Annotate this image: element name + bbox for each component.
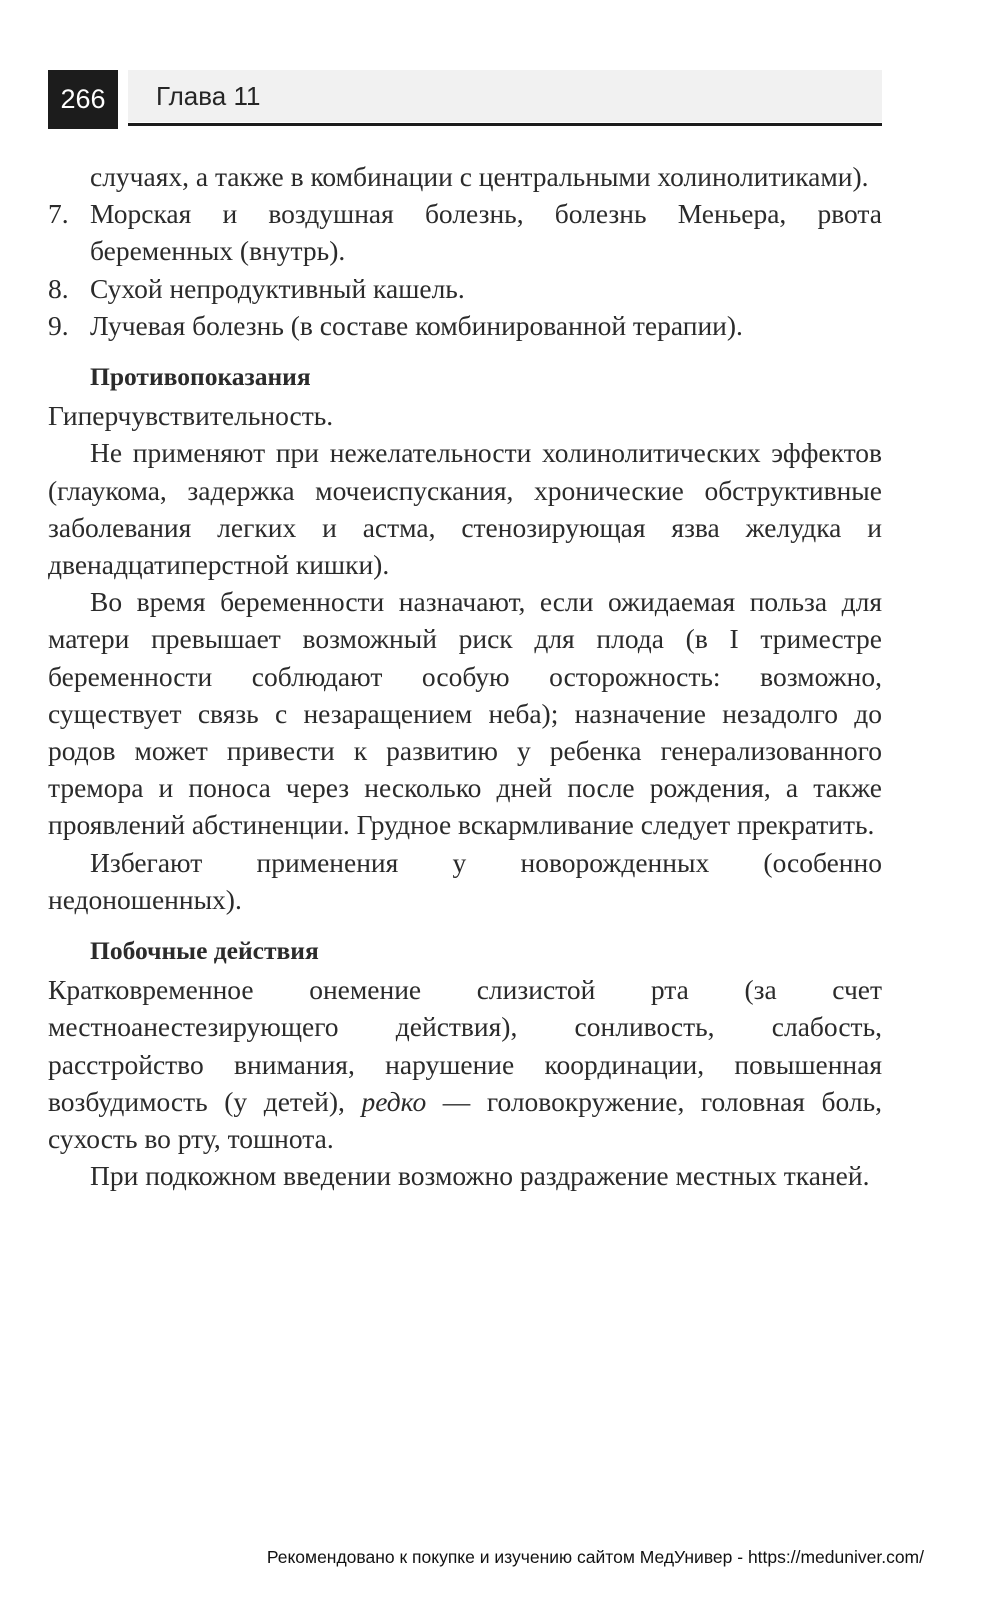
contraindications-paragraph: Гиперчувствительность. (48, 400, 334, 432)
list-text: Морская и воздушная болезнь, болезнь Меньера, рвота беременных (внутрь). (90, 198, 882, 267)
list-text: Лучевая болезнь (в составе комбинированной терапии). (90, 309, 743, 341)
contraindications-heading: Противопоказания (90, 362, 311, 392)
list-item (48, 270, 882, 307)
side-effects-italic: редко (361, 1085, 427, 1117)
chapter-title: Глава 11 (156, 81, 261, 111)
footer-recommendation: Рекомендовано к покупке и изучению сайтом МедУнивер - https://meduniver.com/ (266, 1547, 924, 1567)
pregnancy-paragraph: Во время беременности назначают, если ожидаемая польза для матери превышает возможный риск для плода (в I триместре беременности соблюдают особую осторожность: возможно, существует связь с незаращением неба); назначение незадолго до родов может привести к развитию у ребенка генерализованного тремора и поноса через несколько дней после рождения, а также проявлений абстиненции. Грудное вскармливание следует прекратить. (48, 586, 882, 841)
page-content (48, 158, 882, 1194)
list-number: 7. (48, 198, 69, 230)
header-rule (128, 123, 882, 126)
page-header (48, 70, 882, 130)
side-effects-paragraph (48, 971, 882, 1157)
newborns-paragraph: Избегают применения у новорожденных (особенно недоношенных). (48, 846, 882, 915)
chapter-bar (128, 70, 882, 122)
side-effects-text: Кратковременное онемение слизистой рта (за счет местноанестезирующего действия), сонливость, слабость, расстройство внимания, нарушение координации, повышенная возбудимость (у детей), (48, 974, 882, 1117)
list-number: 8. (48, 272, 69, 304)
page-number: 266 (48, 70, 118, 129)
contraindications-paragraph: Не применяют при нежелательности холинолитических эффектов (глаукома, задержка мочеиспускания, хронические обструктивные заболевания легких и астма, стенозирующая язва желудка и двенадцатиперстной кишки). (48, 437, 882, 581)
list-item (48, 195, 882, 269)
list-text: Сухой непродуктивный кашель. (90, 272, 465, 304)
continuation-text: случаях, а также в комбинации с центральными холинолитиками). (90, 161, 869, 192)
side-effects-heading: Побочные действия (90, 936, 319, 966)
injection-paragraph: При подкожном введении возможно раздражение местных тканей. (90, 1160, 870, 1192)
list-number: 9. (48, 309, 69, 341)
list-item (48, 307, 882, 344)
side-effects-text-end: — головокружение, головная боль, сухость во рту, тошнота. (48, 1085, 883, 1155)
